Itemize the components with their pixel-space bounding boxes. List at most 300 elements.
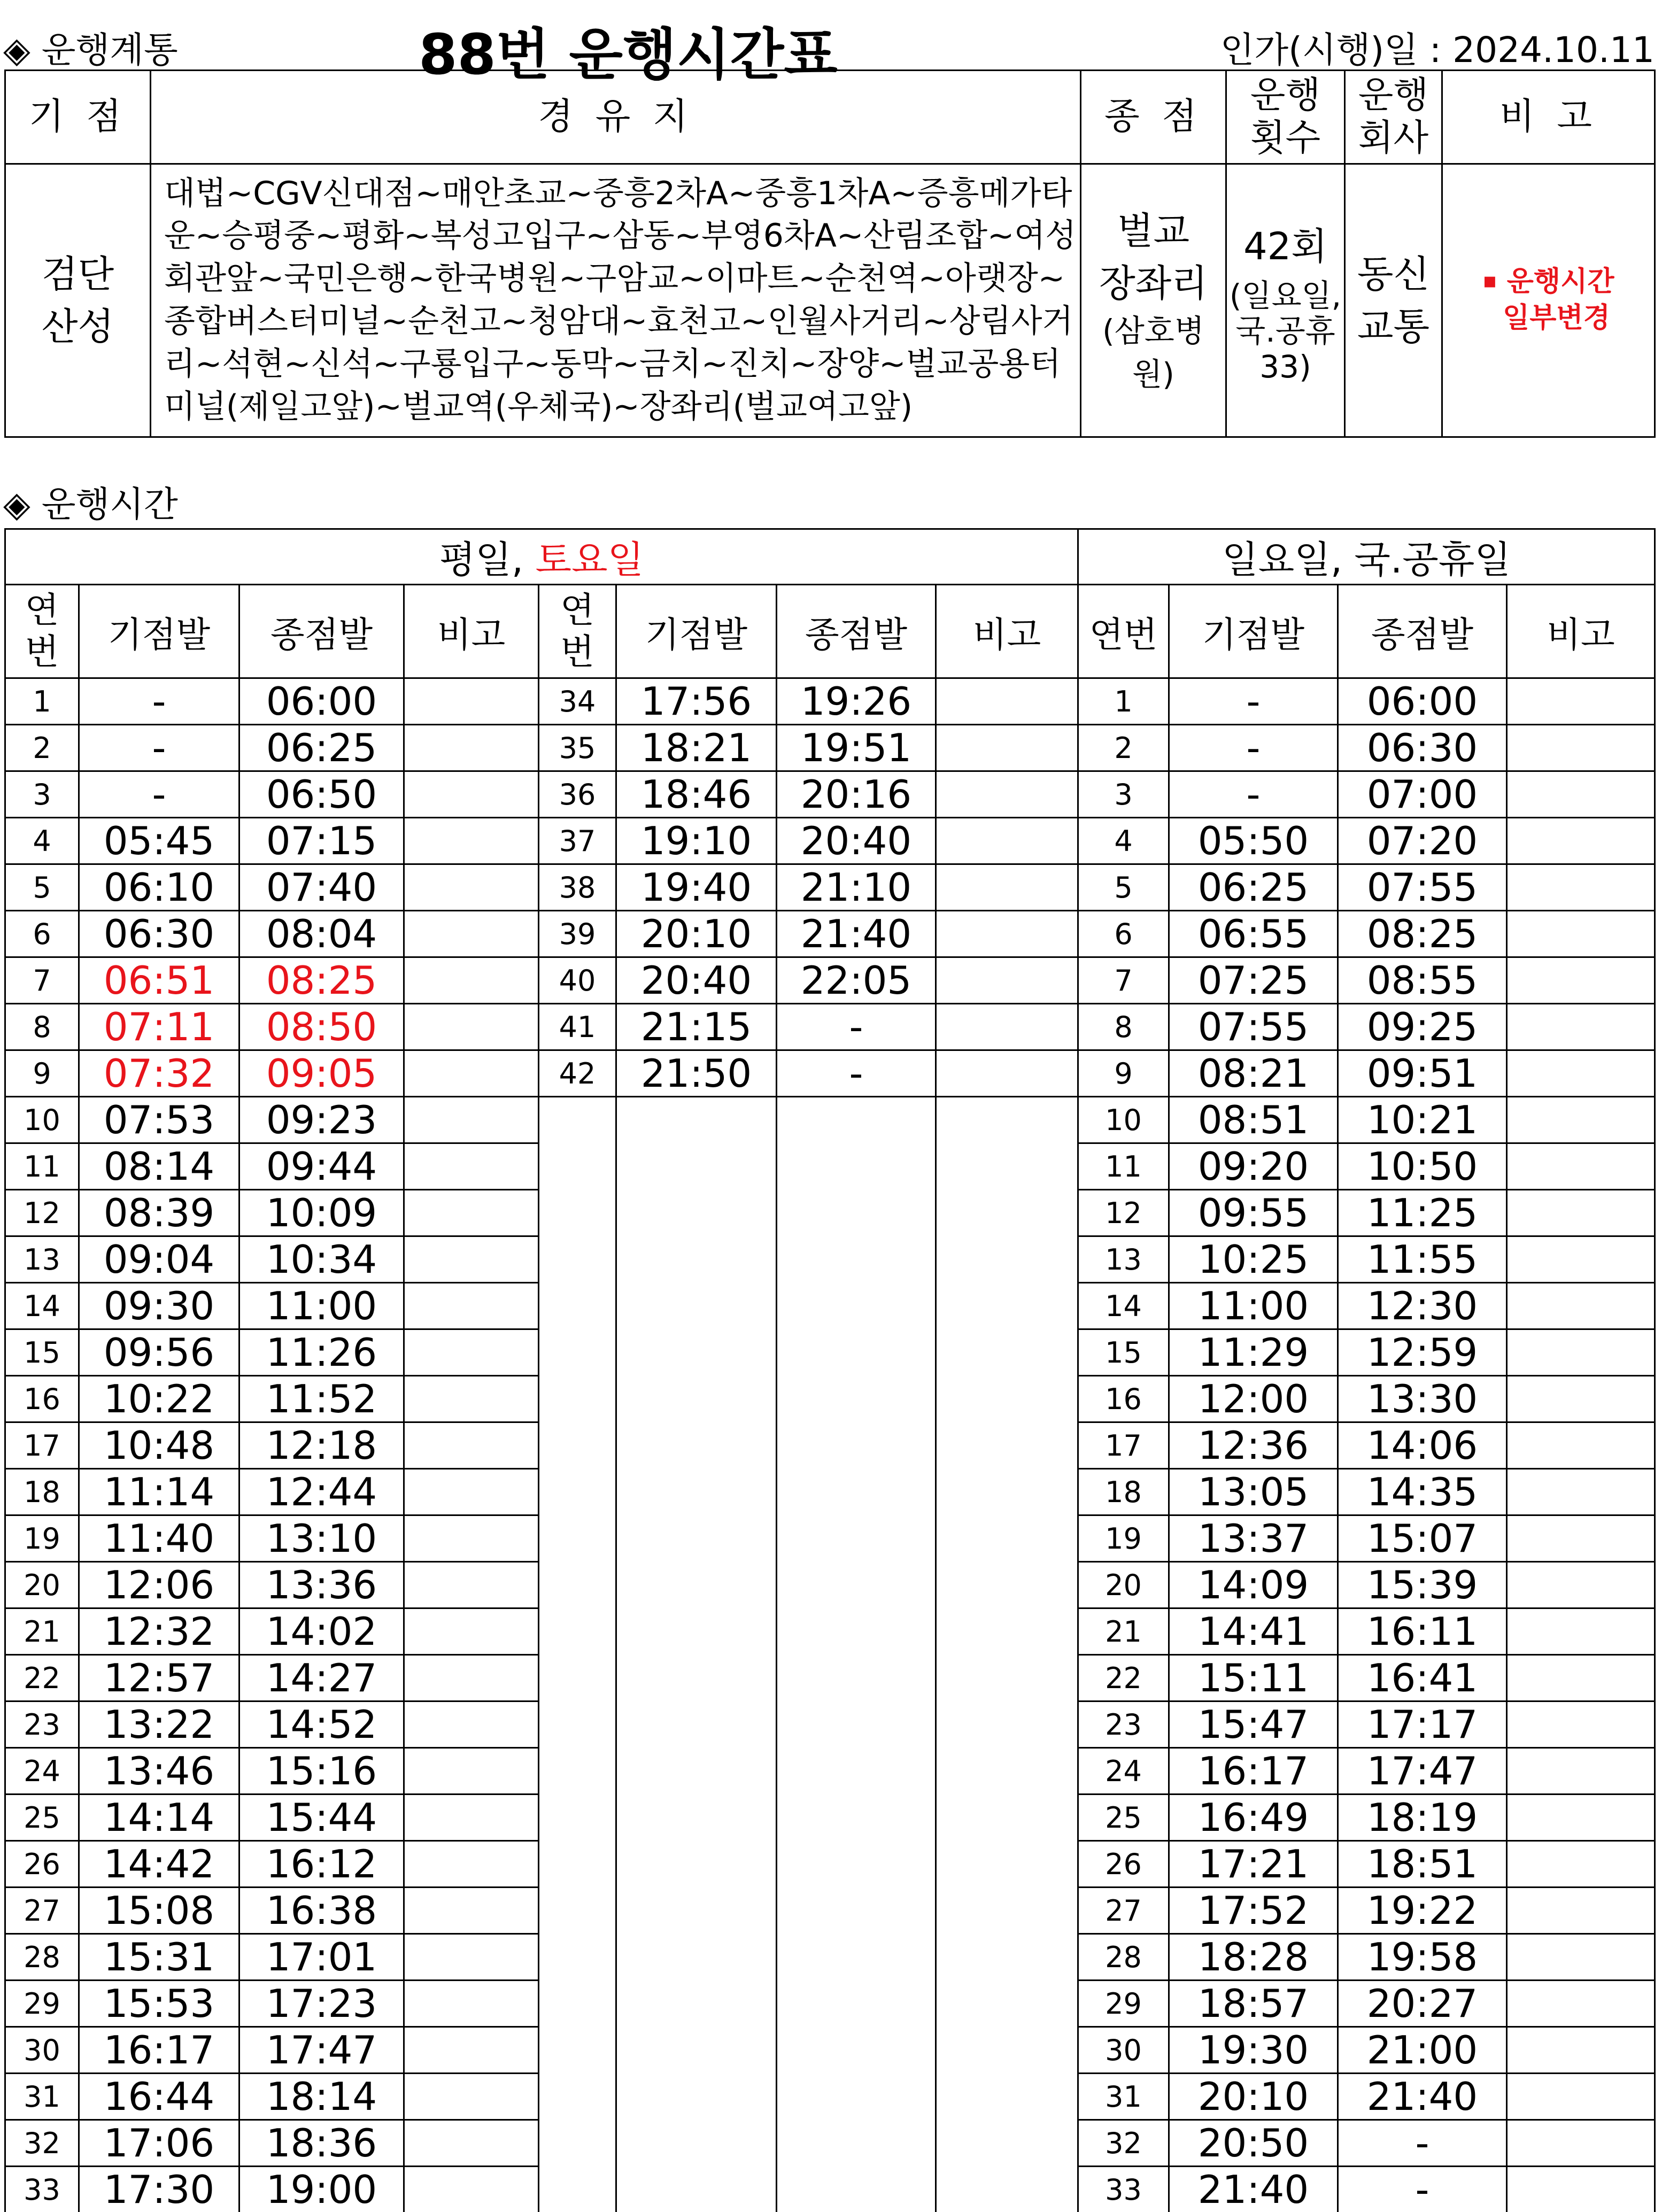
arrive-time: - xyxy=(777,1004,936,1050)
table-row xyxy=(5,1469,1655,1515)
note-cell xyxy=(404,1841,539,1888)
table-row xyxy=(5,1515,1655,1562)
arrive-time: 07:15 xyxy=(239,818,404,864)
end-stop-line3: (삼호병원) xyxy=(1081,310,1225,396)
seq-cell: 17 xyxy=(1078,1422,1169,1469)
arrive-time: 17:23 xyxy=(239,1981,404,2027)
section-route-heading: ◈ 운행계통 xyxy=(3,21,178,72)
table-row xyxy=(5,2167,1655,2212)
arrive-time: 17:01 xyxy=(239,1934,404,1981)
table-row xyxy=(5,771,1655,818)
note-cell xyxy=(404,1190,539,1236)
end-stop-line1: 벌교 xyxy=(1081,205,1225,257)
table-row xyxy=(5,1329,1655,1376)
seq-cell: 13 xyxy=(5,1236,79,1283)
depart-time xyxy=(616,1329,777,1376)
arrive-time: 17:47 xyxy=(239,2027,404,2074)
via-stops: 대법~CGV신대점~매안초교~중흥2차A~중흥1차A~증흥메가타운~승평중~평화~복성고입구~삼동~부영6차A~산림조합~여성회관앞~국민은행~한국병원~구암교~이마트~순천역~아랫장~종합버스터미널~순천고~청암대~효천고~인월사거리~상림사거리~석현~신석~구룡입구~동막~금치~진치~장양~벌교공용터미널(제일고앞)~벌교역(우체국)~장좌리(벌교여고앞) xyxy=(151,164,1081,437)
arrive-time: 07:55 xyxy=(1338,864,1507,911)
note-cell xyxy=(936,864,1078,911)
arrive-time: 14:02 xyxy=(239,1608,404,1655)
note-cell xyxy=(1507,1608,1655,1655)
note-header: 비고 xyxy=(936,585,1078,678)
arrive-time: 13:36 xyxy=(239,1562,404,1608)
route-table xyxy=(4,69,1656,438)
seq-cell: 2 xyxy=(5,725,79,771)
depart-time: 08:39 xyxy=(79,1190,239,1236)
table-row xyxy=(5,1562,1655,1608)
depart-time xyxy=(616,2027,777,2074)
seq-cell xyxy=(539,1981,616,2027)
note-cell xyxy=(936,1143,1078,1190)
depart-time: 05:50 xyxy=(1169,818,1338,864)
depart-time: 10:48 xyxy=(79,1422,239,1469)
seq-cell: 15 xyxy=(5,1329,79,1376)
saturday-label: 토요일 xyxy=(535,538,644,582)
note-cell xyxy=(1507,1236,1655,1283)
depart-time: - xyxy=(79,678,239,725)
note-cell xyxy=(1507,864,1655,911)
arrive-time: 09:44 xyxy=(239,1143,404,1190)
seq-cell: 21 xyxy=(5,1608,79,1655)
arrive-time: 09:23 xyxy=(239,1097,404,1143)
depart-time: 11:14 xyxy=(79,1469,239,1515)
end-header: 종 점 xyxy=(1081,71,1226,164)
arrive-time: 09:05 xyxy=(239,1050,404,1097)
note-cell xyxy=(936,2027,1078,2074)
note-cell xyxy=(404,1748,539,1795)
arrive-time xyxy=(777,1469,936,1515)
seq-cell xyxy=(539,2167,616,2212)
depart-time: 06:51 xyxy=(79,957,239,1004)
timetable xyxy=(4,528,1656,2212)
arrive-header: 종점발 xyxy=(777,585,936,678)
table-row xyxy=(5,818,1655,864)
note-cell xyxy=(1507,1097,1655,1143)
seq-cell: 30 xyxy=(1078,2027,1169,2074)
note-cell xyxy=(404,1655,539,1701)
arrive-time: 20:40 xyxy=(777,818,936,864)
table-row xyxy=(5,725,1655,771)
seq-cell: 34 xyxy=(539,678,616,725)
weekday-group-header xyxy=(5,529,1078,585)
seq-cell: 24 xyxy=(5,1748,79,1795)
table-row xyxy=(5,1097,1655,1143)
seq-cell: 12 xyxy=(5,1190,79,1236)
seq-cell: 25 xyxy=(1078,1795,1169,1841)
arrive-time: 21:00 xyxy=(1338,2027,1507,2074)
depart-time: 06:25 xyxy=(1169,864,1338,911)
seq-cell xyxy=(539,1469,616,1515)
arrive-time xyxy=(777,1515,936,1562)
depart-time: 20:40 xyxy=(616,957,777,1004)
arrive-time: 14:27 xyxy=(239,1655,404,1701)
depart-time: 13:37 xyxy=(1169,1515,1338,1562)
depart-time: 08:14 xyxy=(79,1143,239,1190)
seq-cell: 9 xyxy=(1078,1050,1169,1097)
seq-header-line1: 연 xyxy=(6,590,78,631)
operator-line2: 교통 xyxy=(1346,300,1441,353)
effective-date: 인가(시행)일 : 2024.10.11 xyxy=(1220,21,1655,72)
depart-time xyxy=(616,1608,777,1655)
note-cell xyxy=(936,1701,1078,1748)
arrive-header: 종점발 xyxy=(239,585,404,678)
table-row xyxy=(5,1422,1655,1469)
note-cell xyxy=(936,725,1078,771)
seq-cell xyxy=(539,1283,616,1329)
depart-time: 17:52 xyxy=(1169,1888,1338,1934)
depart-time: 19:30 xyxy=(1169,2027,1338,2074)
depart-time: 07:32 xyxy=(79,1050,239,1097)
note-cell xyxy=(936,1888,1078,1934)
arrive-time xyxy=(777,1981,936,2027)
depart-time: - xyxy=(1169,725,1338,771)
note-cell xyxy=(404,1004,539,1050)
seq-cell xyxy=(539,1097,616,1143)
seq-cell: 4 xyxy=(5,818,79,864)
seq-cell: 1 xyxy=(5,678,79,725)
depart-time xyxy=(616,1841,777,1888)
arrive-time xyxy=(777,2027,936,2074)
seq-cell: 41 xyxy=(539,1004,616,1050)
note-cell xyxy=(404,771,539,818)
arrive-time: 19:00 xyxy=(239,2167,404,2212)
column-header-row xyxy=(5,585,1655,678)
seq-header-line1: 연 xyxy=(539,590,615,631)
note-cell xyxy=(404,2074,539,2120)
depart-time xyxy=(616,1190,777,1236)
note-cell xyxy=(936,1004,1078,1050)
depart-time: 12:00 xyxy=(1169,1376,1338,1422)
depart-time xyxy=(616,1934,777,1981)
seq-cell xyxy=(539,1748,616,1795)
arrive-time xyxy=(777,1190,936,1236)
arrive-time xyxy=(777,2074,936,2120)
seq-cell xyxy=(539,1143,616,1190)
arrive-time: 12:18 xyxy=(239,1422,404,1469)
seq-cell: 14 xyxy=(1078,1283,1169,1329)
count-header xyxy=(1226,71,1345,164)
note-header: 비 고 xyxy=(1442,71,1655,164)
arrive-time: - xyxy=(777,1050,936,1097)
depart-header: 기점발 xyxy=(79,585,239,678)
depart-time xyxy=(616,1655,777,1701)
table-row xyxy=(5,1748,1655,1795)
seq-cell: 24 xyxy=(1078,1748,1169,1795)
depart-time: 17:21 xyxy=(1169,1841,1338,1888)
note-cell xyxy=(404,818,539,864)
table-row xyxy=(5,1236,1655,1283)
depart-time: - xyxy=(79,771,239,818)
depart-time: 20:10 xyxy=(616,911,777,957)
depart-time: 18:21 xyxy=(616,725,777,771)
depart-time: 14:42 xyxy=(79,1841,239,1888)
note-cell xyxy=(936,1981,1078,2027)
seq-cell: 39 xyxy=(539,911,616,957)
note-cell xyxy=(936,818,1078,864)
seq-cell: 42 xyxy=(539,1050,616,1097)
depart-time xyxy=(616,1981,777,2027)
seq-cell: 1 xyxy=(1078,678,1169,725)
arrive-time xyxy=(777,1608,936,1655)
note-cell xyxy=(1507,1934,1655,1981)
arrive-time: 22:05 xyxy=(777,957,936,1004)
start-stop xyxy=(5,164,151,437)
depart-time: 12:57 xyxy=(79,1655,239,1701)
seq-cell: 7 xyxy=(5,957,79,1004)
arrive-time: 08:04 xyxy=(239,911,404,957)
note-cell xyxy=(936,771,1078,818)
note-cell xyxy=(936,1329,1078,1376)
depart-time: 07:53 xyxy=(79,1097,239,1143)
note-cell xyxy=(404,1143,539,1190)
seq-cell: 22 xyxy=(1078,1655,1169,1701)
seq-cell xyxy=(539,1795,616,1841)
seq-cell: 35 xyxy=(539,725,616,771)
depart-time: 21:50 xyxy=(616,1050,777,1097)
seq-cell: 20 xyxy=(1078,1562,1169,1608)
depart-time: 21:40 xyxy=(1169,2167,1338,2212)
depart-time: 15:08 xyxy=(79,1888,239,1934)
depart-time xyxy=(616,1097,777,1143)
arrive-time: 21:40 xyxy=(1338,2074,1507,2120)
arrive-time: 08:50 xyxy=(239,1004,404,1050)
seq-cell: 40 xyxy=(539,957,616,1004)
note-cell xyxy=(404,1097,539,1143)
seq-cell: 32 xyxy=(1078,2120,1169,2167)
trip-count-note3: 33) xyxy=(1227,349,1344,384)
note-cell xyxy=(1507,1469,1655,1515)
seq-header-line2: 번 xyxy=(6,631,78,673)
seq-cell xyxy=(539,1422,616,1469)
section-timetable-heading: ◈ 운행시간 xyxy=(3,476,178,527)
table-row xyxy=(5,1795,1655,1841)
depart-time: 20:50 xyxy=(1169,2120,1338,2167)
arrive-time: 10:09 xyxy=(239,1190,404,1236)
route-body-row xyxy=(5,164,1655,437)
arrive-time: 17:17 xyxy=(1338,1701,1507,1748)
end-stop xyxy=(1081,164,1226,437)
arrive-time: 10:50 xyxy=(1338,1143,1507,1190)
note-cell xyxy=(936,1236,1078,1283)
trip-count xyxy=(1226,164,1345,437)
table-row xyxy=(5,678,1655,725)
company-header xyxy=(1345,71,1442,164)
depart-time xyxy=(616,1469,777,1515)
arrive-time xyxy=(777,2120,936,2167)
depart-time: 12:32 xyxy=(79,1608,239,1655)
depart-time: 19:10 xyxy=(616,818,777,864)
depart-time xyxy=(616,1376,777,1422)
seq-cell: 26 xyxy=(1078,1841,1169,1888)
seq-cell: 33 xyxy=(1078,2167,1169,2212)
seq-cell: 33 xyxy=(5,2167,79,2212)
seq-cell: 3 xyxy=(5,771,79,818)
depart-time: 11:40 xyxy=(79,1515,239,1562)
note-cell xyxy=(404,1376,539,1422)
trip-count-note2: 국.공휴 xyxy=(1227,313,1344,349)
note-cell xyxy=(404,1422,539,1469)
seq-cell: 16 xyxy=(1078,1376,1169,1422)
note-cell xyxy=(936,2120,1078,2167)
arrive-time: 06:50 xyxy=(239,771,404,818)
arrive-time: 17:47 xyxy=(1338,1748,1507,1795)
note-cell xyxy=(1507,771,1655,818)
seq-cell: 27 xyxy=(5,1888,79,1934)
seq-cell: 32 xyxy=(5,2120,79,2167)
depart-time xyxy=(616,1143,777,1190)
table-row xyxy=(5,1004,1655,1050)
note-cell xyxy=(404,1934,539,1981)
note-cell xyxy=(936,1515,1078,1562)
start-stop-line2: 산성 xyxy=(6,300,150,353)
group-header-row xyxy=(5,529,1655,585)
note-cell xyxy=(936,1376,1078,1422)
arrive-time: 14:06 xyxy=(1338,1422,1507,1469)
seq-cell: 11 xyxy=(5,1143,79,1190)
seq-cell: 38 xyxy=(539,864,616,911)
seq-cell: 17 xyxy=(5,1422,79,1469)
seq-cell: 19 xyxy=(1078,1515,1169,1562)
seq-cell: 18 xyxy=(5,1469,79,1515)
depart-header: 기점발 xyxy=(1169,585,1338,678)
seq-cell xyxy=(539,1562,616,1608)
seq-cell: 26 xyxy=(5,1841,79,1888)
depart-time: 12:06 xyxy=(79,1562,239,1608)
arrive-time: 11:52 xyxy=(239,1376,404,1422)
note-cell xyxy=(404,1515,539,1562)
depart-time: 09:20 xyxy=(1169,1143,1338,1190)
depart-time: 14:14 xyxy=(79,1795,239,1841)
depart-time xyxy=(616,1748,777,1795)
note-cell xyxy=(1507,1795,1655,1841)
depart-time: 17:06 xyxy=(79,2120,239,2167)
seq-cell: 23 xyxy=(5,1701,79,1748)
note-cell xyxy=(1507,2120,1655,2167)
note-cell xyxy=(936,1608,1078,1655)
seq-cell xyxy=(539,1701,616,1748)
seq-cell: 11 xyxy=(1078,1143,1169,1190)
start-header: 기 점 xyxy=(5,71,151,164)
table-row xyxy=(5,1608,1655,1655)
table-row xyxy=(5,2074,1655,2120)
depart-time: 08:21 xyxy=(1169,1050,1338,1097)
arrive-time: 08:25 xyxy=(239,957,404,1004)
arrive-header: 종점발 xyxy=(1338,585,1507,678)
seq-cell xyxy=(539,1655,616,1701)
depart-time: 10:22 xyxy=(79,1376,239,1422)
table-row xyxy=(5,957,1655,1004)
arrive-time xyxy=(777,1841,936,1888)
seq-cell: 30 xyxy=(5,2027,79,2074)
arrive-time: 11:00 xyxy=(239,1283,404,1329)
note-cell xyxy=(936,911,1078,957)
depart-time: 08:51 xyxy=(1169,1097,1338,1143)
arrive-time xyxy=(777,2167,936,2212)
depart-time: 18:28 xyxy=(1169,1934,1338,1981)
depart-time xyxy=(616,2167,777,2212)
seq-cell xyxy=(539,1236,616,1283)
arrive-time: 13:30 xyxy=(1338,1376,1507,1422)
depart-time xyxy=(616,1701,777,1748)
arrive-time: 16:41 xyxy=(1338,1655,1507,1701)
arrive-time: 07:20 xyxy=(1338,818,1507,864)
note-cell xyxy=(1507,1515,1655,1562)
seq-cell: 29 xyxy=(5,1981,79,2027)
depart-time: 07:25 xyxy=(1169,957,1338,1004)
arrive-time: 09:51 xyxy=(1338,1050,1507,1097)
table-row xyxy=(5,1701,1655,1748)
table-row xyxy=(5,1934,1655,1981)
route-note-line2: 일부변경 xyxy=(1443,300,1654,337)
arrive-time: 21:40 xyxy=(777,911,936,957)
route-note xyxy=(1442,164,1655,437)
arrive-time: 06:25 xyxy=(239,725,404,771)
arrive-time xyxy=(777,1329,936,1376)
depart-time: 09:55 xyxy=(1169,1190,1338,1236)
note-cell xyxy=(404,1795,539,1841)
note-cell xyxy=(1507,725,1655,771)
depart-time: 05:45 xyxy=(79,818,239,864)
note-cell xyxy=(936,1190,1078,1236)
note-cell xyxy=(936,1655,1078,1701)
depart-header: 기점발 xyxy=(616,585,777,678)
seq-cell: 13 xyxy=(1078,1236,1169,1283)
table-row xyxy=(5,1981,1655,2027)
note-cell xyxy=(1507,1841,1655,1888)
seq-cell xyxy=(539,1515,616,1562)
depart-time: 18:57 xyxy=(1169,1981,1338,2027)
seq-cell: 10 xyxy=(5,1097,79,1143)
depart-time: 16:17 xyxy=(1169,1748,1338,1795)
route-note-text1: 운행시간 xyxy=(1507,266,1614,298)
seq-cell: 23 xyxy=(1078,1701,1169,1748)
note-cell xyxy=(404,957,539,1004)
depart-time: 16:44 xyxy=(79,2074,239,2120)
seq-cell: 5 xyxy=(1078,864,1169,911)
seq-cell: 6 xyxy=(1078,911,1169,957)
arrive-time: 19:22 xyxy=(1338,1888,1507,1934)
arrive-time: 15:44 xyxy=(239,1795,404,1841)
arrive-time: 11:25 xyxy=(1338,1190,1507,1236)
note-cell xyxy=(1507,1050,1655,1097)
seq-cell: 28 xyxy=(1078,1934,1169,1981)
arrive-time xyxy=(777,1562,936,1608)
note-cell xyxy=(936,1283,1078,1329)
note-cell xyxy=(404,1608,539,1655)
note-header: 비고 xyxy=(404,585,539,678)
note-cell xyxy=(1507,678,1655,725)
seq-cell xyxy=(539,1934,616,1981)
seq-cell xyxy=(539,1329,616,1376)
note-cell xyxy=(936,957,1078,1004)
operator xyxy=(1345,164,1442,437)
page-title: 88번 운행시간표 xyxy=(0,10,1256,90)
depart-time: - xyxy=(1169,678,1338,725)
depart-time xyxy=(616,1283,777,1329)
depart-time: - xyxy=(1169,771,1338,818)
arrive-time: 10:34 xyxy=(239,1236,404,1283)
arrive-time: 16:12 xyxy=(239,1841,404,1888)
depart-time xyxy=(616,1515,777,1562)
note-cell xyxy=(1507,1655,1655,1701)
arrive-time: 18:19 xyxy=(1338,1795,1507,1841)
table-row xyxy=(5,1143,1655,1190)
note-cell xyxy=(936,1748,1078,1795)
note-cell xyxy=(404,864,539,911)
seq-cell: 12 xyxy=(1078,1190,1169,1236)
arrive-time: 14:35 xyxy=(1338,1469,1507,1515)
